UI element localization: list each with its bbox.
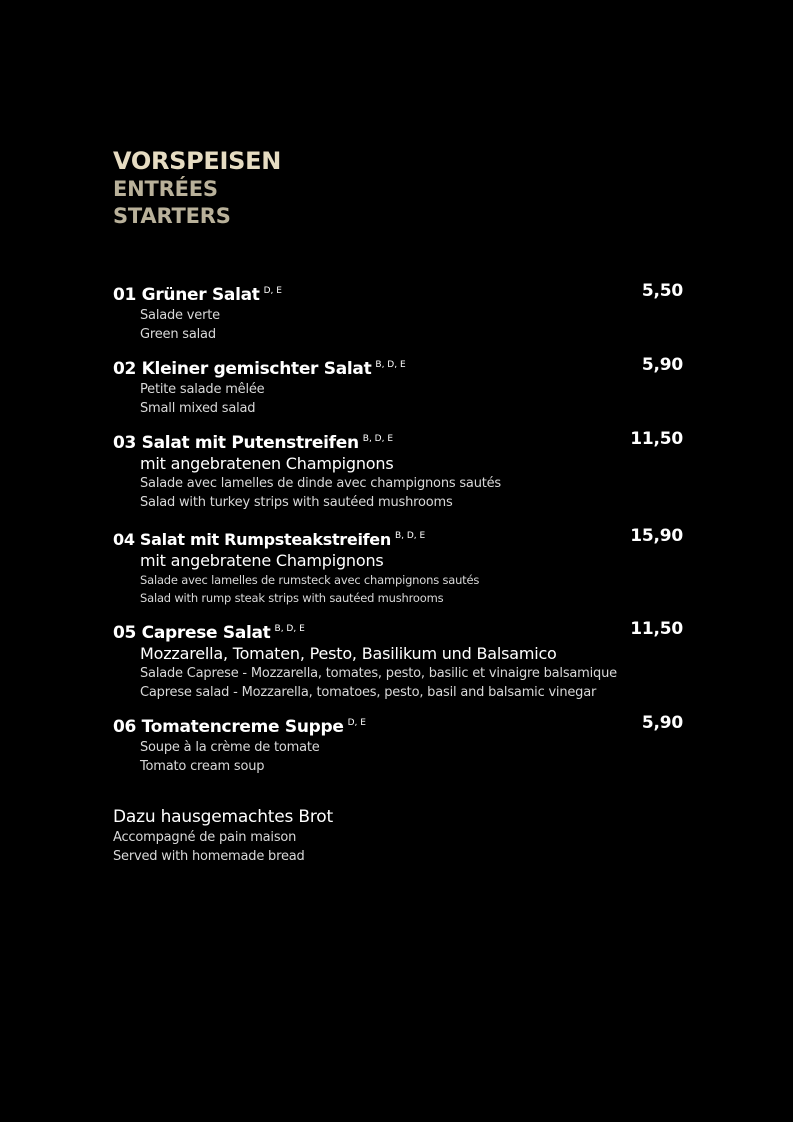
heading-german: VORSPEISEN [113,147,282,175]
item-french: Salade verte [140,308,220,323]
item-french: Salade avec lamelles de rumsteck avec champignons sautés [140,573,480,587]
item-german-subtitle: mit angebratene Champignons [140,551,384,570]
allergen-codes: D, E [347,718,366,728]
heading-english: STARTERS [113,204,231,228]
bread-note-german: Dazu hausgemachtes Brot [113,807,333,827]
item-german-subtitle: mit angebratenen Champignons [140,454,394,473]
bread-note-french: Accompagné de pain maison [113,830,297,845]
item-title [113,428,683,454]
item-french: Salade avec lamelles de dinde avec champignons sautés [140,476,502,491]
heading-french: ENTRÉES [113,177,218,201]
item-title [113,525,683,551]
item-price: 5,50 [641,281,683,301]
item-name: 03 Salat mit Putenstreifen [113,433,359,453]
item-french: Soupe à la crème de tomate [140,740,320,755]
allergen-codes: B, D, E [375,360,406,370]
menu-item-salat-mit-putenstreifen [113,428,683,512]
item-french: Salade Caprese - Mozzarella, tomates, pesto, basilic et vinaigre balsamique [140,666,617,681]
item-price: 5,90 [641,355,683,375]
menu-item-salat-mit-rumpsteakstreifen [113,525,683,607]
menu-item-caprese-salat [113,618,683,702]
item-title [113,280,683,306]
item-name: 06 Tomatencreme Suppe [113,717,344,737]
item-price: 5,90 [641,713,683,733]
item-name: 04 Salat mit Rumpsteakstreifen [113,530,391,549]
item-name: 01 Grüner Salat [113,285,260,305]
section-heading [113,146,281,230]
item-title [113,354,683,380]
menu-item-gruener-salat [113,280,683,344]
allergen-codes: B, D, E [362,434,393,444]
item-title [113,618,683,644]
item-price: 15,90 [630,526,683,546]
item-english: Tomato cream soup [140,759,265,774]
item-english: Green salad [140,327,216,342]
item-english: Salad with rump steak strips with sautéed mushrooms [140,591,444,605]
item-english: Salad with turkey strips with sautéed mushrooms [140,495,453,510]
item-english: Caprese salad - Mozzarella, tomatoes, pesto, basil and balsamic vinegar [140,685,597,700]
item-german-subtitle: Mozzarella, Tomaten, Pesto, Basilikum und Balsamico [140,644,557,663]
item-name: 05 Caprese Salat [113,623,271,643]
item-french: Petite salade mêlée [140,382,265,397]
item-name: 02 Kleiner gemischter Salat [113,359,372,379]
bread-note [113,806,333,866]
item-price: 11,50 [630,619,683,639]
item-title [113,712,683,738]
allergen-codes: B, D, E [274,624,305,634]
bread-note-english: Served with homemade bread [113,849,305,864]
menu-item-tomatencreme-suppe [113,712,683,776]
item-price: 11,50 [630,429,683,449]
item-english: Small mixed salad [140,401,256,416]
allergen-codes: D, E [263,286,282,296]
menu-item-kleiner-gemischter-salat [113,354,683,418]
allergen-codes: B, D, E [394,531,426,541]
